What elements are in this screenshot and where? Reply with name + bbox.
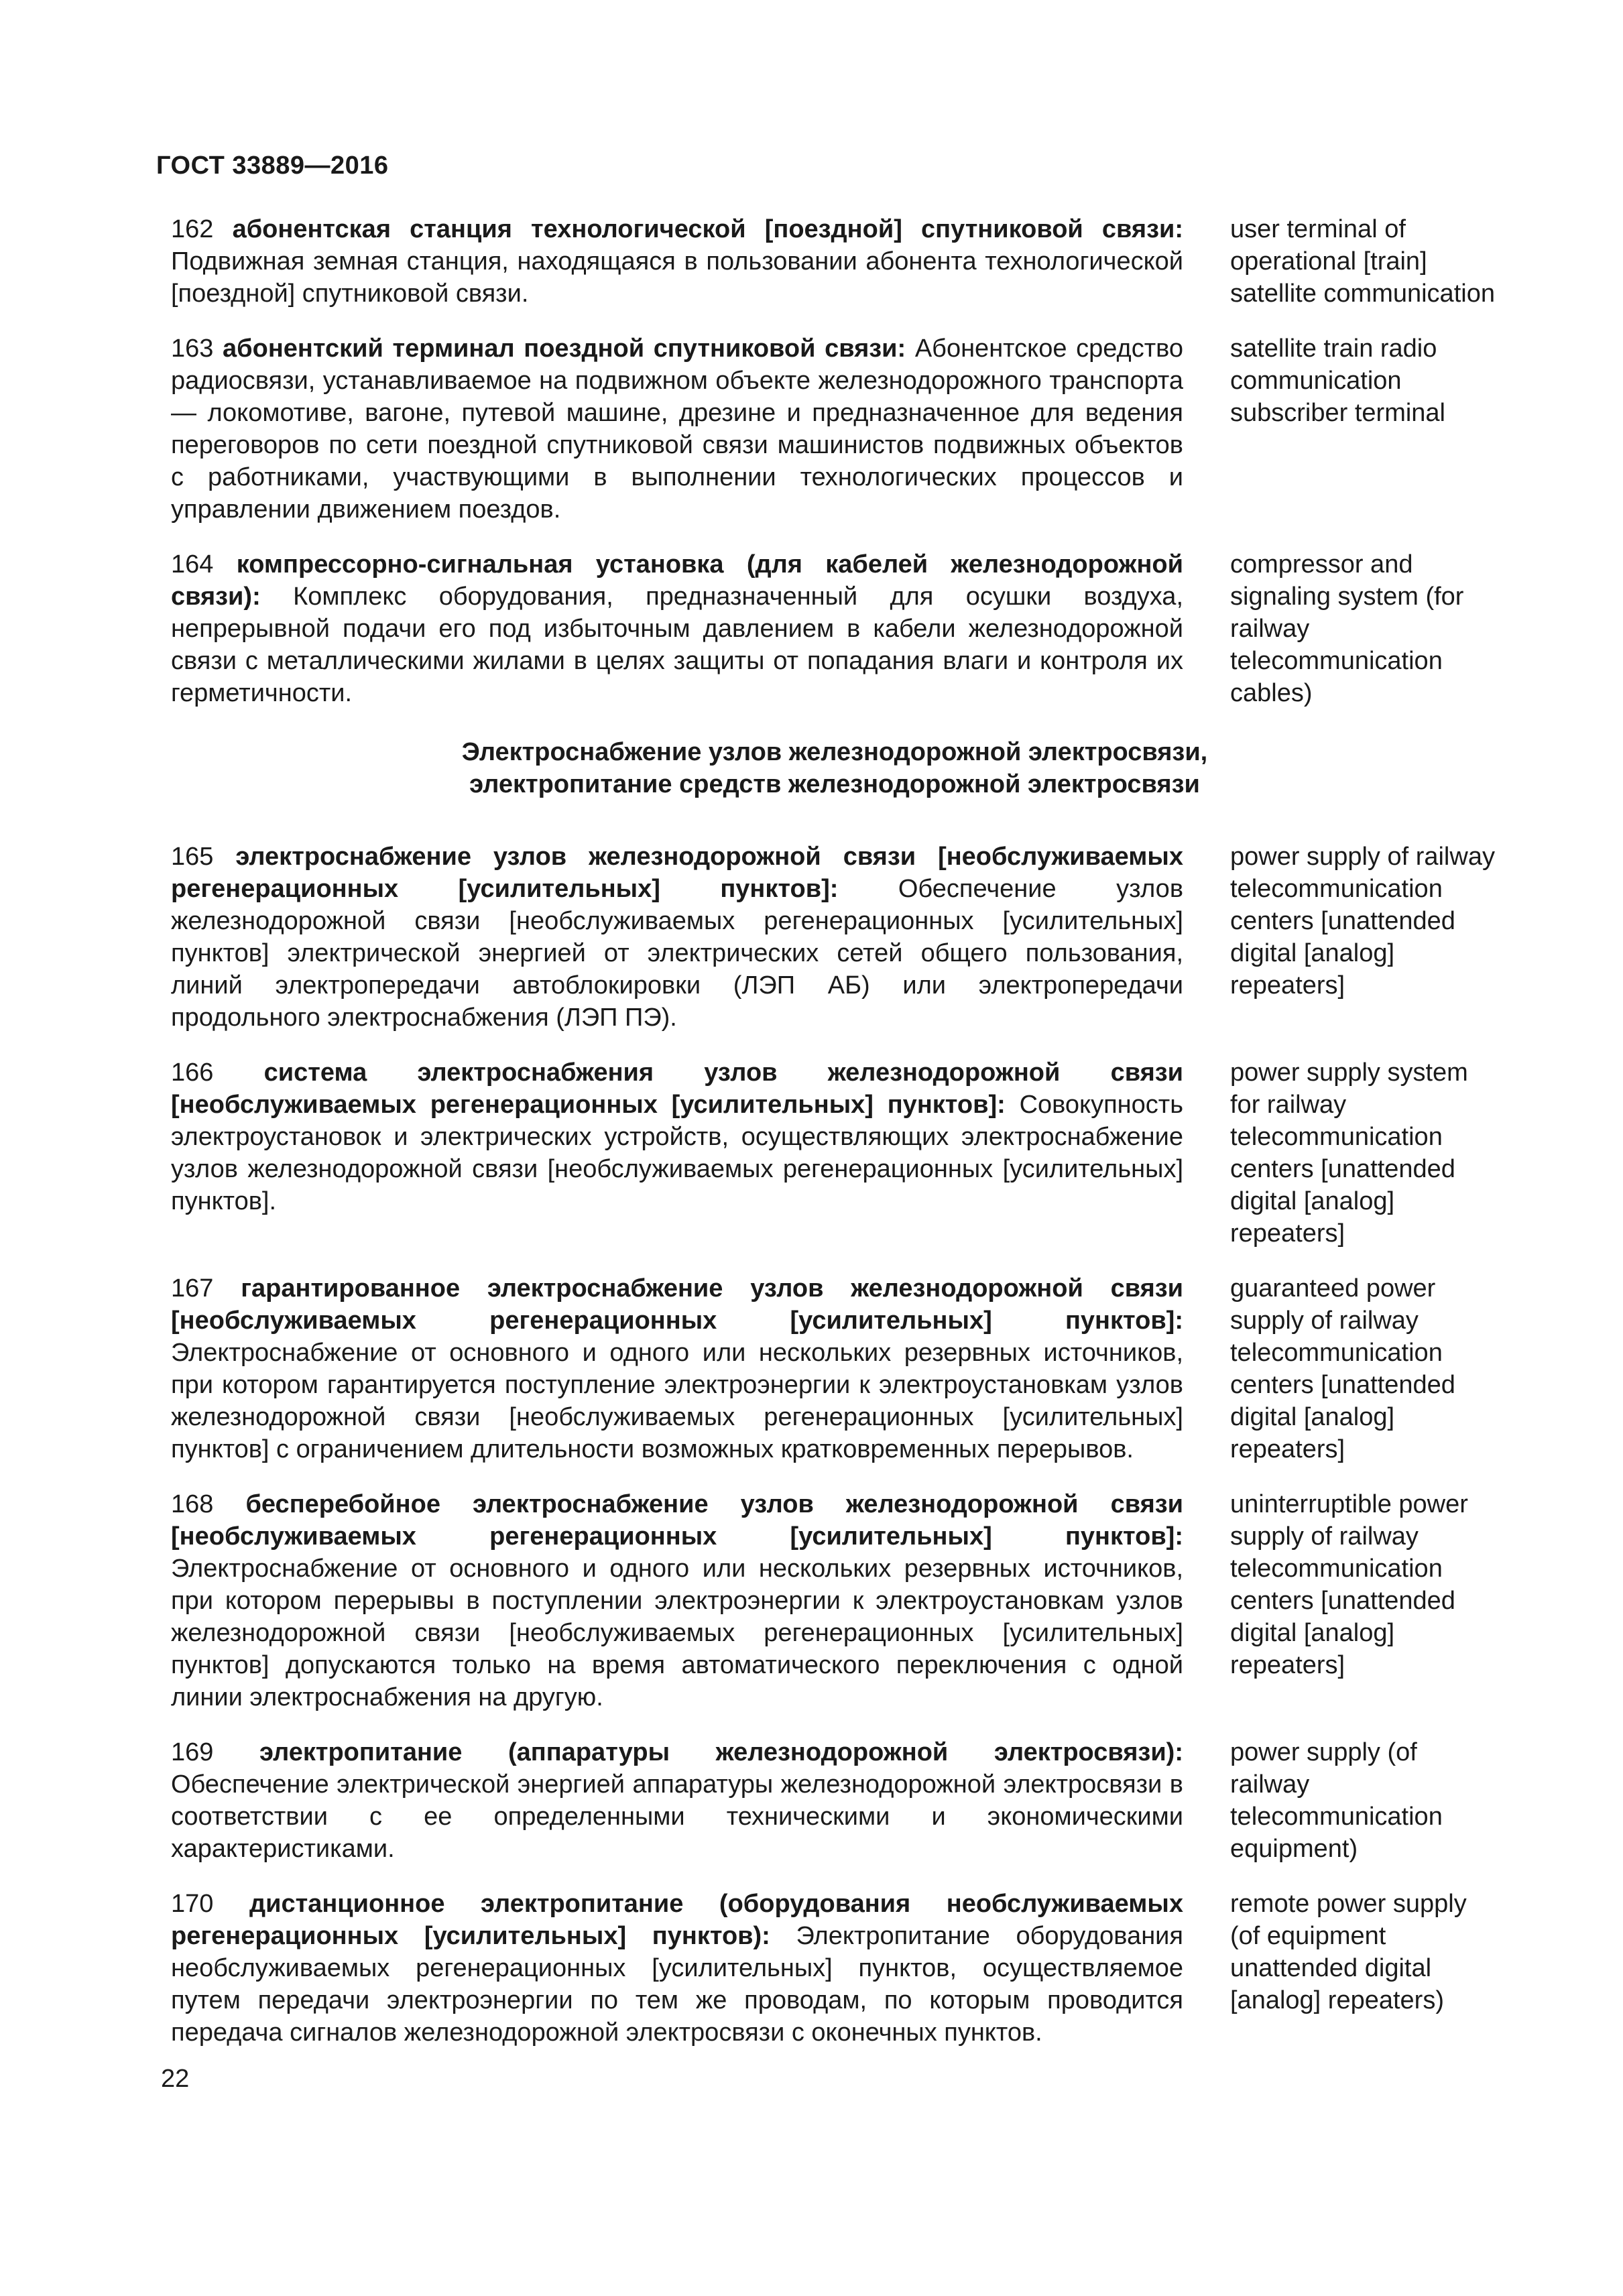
term-entry-167 [171,1272,1498,1465]
term-english: satellite train radio communication subscriber terminal [1230,335,1445,427]
term-definition-ru [171,1272,1183,1465]
section-title [171,736,1498,800]
term-entry-166 [171,1056,1498,1250]
term-definition-ru [171,1888,1183,2049]
term-title: абонентский терминал поездной спутниковой связи: [223,335,906,363]
term-english: power supply system for railway telecommunication centers [unattended digital [analog] repeaters] [1230,1059,1468,1248]
term-definition-ru [171,333,1183,526]
term-entry-170 [171,1888,1498,2049]
term-number: 167 [171,1274,214,1303]
term-definition: Электроснабжение от основного и одного или нескольких резервных источников, при котором перерывы в поступлении электроэнергии к электроустановкам узлов железнодорожной связи [необслуживаемых регенерационных [усилительных] пунктов] допускаются только на время автоматического переключения с одной линии электроснабжения на другую. [171,1555,1183,1711]
term-definition-ru [171,841,1183,1034]
term-english: compressor and signaling system (for railway telecommunication cables) [1230,550,1464,707]
section-title-line-2: электропитание средств железнодорожной электросвязи [469,770,1200,798]
term-definition: Комплекс оборудования, предназначенный для осушки воздуха, непрерывной подачи его под избыточным давлением в кабели железнодорожной связи с металлическими жилами в целях защиты от попадания влаги и контроля их герметичности. [171,583,1183,707]
term-definition: Обеспечение электрической энергией аппаратуры железнодорожной электросвязи в соответствии с ее определенными техническими и экономическими характеристиками. [171,1770,1183,1863]
term-title: гарантированное электроснабжение узлов железнодорожной связи [необслуживаемых регенерационных [усилительных] пунктов]: [171,1274,1184,1335]
term-entry-168 [171,1488,1498,1713]
term-english: uninterruptible power supply of railway telecommunication centers [unattended digital [analog] repeaters] [1230,1490,1468,1679]
term-english: power supply (of railway telecommunication equipment) [1230,1738,1443,1863]
term-english: remote power supply (of equipment unattended digital [analog] repeaters) [1230,1890,1467,2014]
term-definition-ru [171,1488,1183,1713]
standard-header: ГОСТ 33889—2016 [156,152,389,180]
term-entry-163 [171,333,1498,526]
term-definition: Совокупность электроустановок и электрических устройств, осуществляющих электроснабжение узлов железнодорожной связи [необслуживаемых регенерационных [усилительных] пунктов]. [171,1091,1183,1215]
section-title-line-1: Электроснабжение узлов железнодорожной электросвязи, [461,738,1208,766]
term-number: 170 [171,1890,214,1918]
term-number: 162 [171,215,214,243]
term-number: 165 [171,843,214,871]
terms-list [171,213,1498,2071]
page-number: 22 [161,2065,190,2093]
term-entry-164 [171,548,1498,709]
term-definition-ru [171,213,1183,310]
term-title: бесперебойное электроснабжение узлов железнодорожной связи [необслуживаемых регенерационных [усилительных] пунктов]: [171,1490,1183,1551]
term-english: power supply of railway telecommunication centers [unattended digital [analog] repeaters] [1230,843,1495,1000]
term-definition: Обеспечение узлов железнодорожной связи [необслуживаемых регенерационных [усилительных] пунктов] электрической энергией от электрических сетей общего пользования, линий электропередачи автоблокировки (ЛЭП АБ) или электропередачи продольного электроснабжения (ЛЭП ПЭ). [171,875,1184,1032]
term-definition: Электроснабжение от основного и одного или нескольких резервных источников, при котором гарантируется поступление электроэнергии к электроустановкам узлов железнодорожной связи [необслуживаемых регенерационных [усилительных] пунктов] с ограничением длительности возможных кратковременных перерывов. [171,1339,1183,1463]
term-definition-ru [171,1056,1183,1217]
term-title: система электроснабжения узлов железнодорожной связи [необслуживаемых регенерационных [усилительных] пунктов]: [171,1059,1183,1119]
term-number: 169 [171,1738,214,1766]
term-number: 166 [171,1059,214,1087]
term-definition-ru [171,548,1183,709]
term-definition: Абонентское средство радиосвязи, устанавливаемое на подвижном объекте железнодорожного транспорта — локомотиве, вагоне, путевой машине, дрезине и предназначенное для ведения переговоров по сети поездной спутниковой связи машинистов подвижных объектов с работниками, участвующими в выполнении технологических процессов и управлении движением поездов. [171,335,1184,524]
term-english: user terminal of operational [train] satellite communication [1230,215,1495,308]
term-entry-169 [171,1736,1498,1865]
term-entry-165 [171,841,1498,1034]
term-title: компрессорно-сигнальная установка (для кабелей железнодорожной связи): [171,550,1183,611]
term-definition: Подвижная земная станция, находящаяся в пользовании абонента технологической [поездной] спутниковой связи. [171,247,1183,308]
term-english: guaranteed power supply of railway telecommunication centers [unattended digital [analog] repeaters] [1230,1274,1455,1463]
term-title: электроснабжение узлов железнодорожной связи [необслуживаемых регенерационных [усилительных] пунктов]: [171,843,1183,903]
term-title: дистанционное электропитание (оборудования необслуживаемых регенерационных [усилительных] пунктов): [171,1890,1184,1950]
term-definition-ru [171,1736,1183,1865]
term-title: электропитание (аппаратуры железнодорожной электросвязи): [259,1738,1183,1766]
term-number: 168 [171,1490,214,1518]
term-number: 164 [171,550,214,579]
term-number: 163 [171,335,214,363]
term-definition: Электропитание оборудования необслуживаемых регенерационных [усилительных] пунктов, осуществляемое путем передачи электроэнергии по тем же проводам, по которым проводится передача сигналов железнодорожной электросвязи с оконечных пунктов. [171,1922,1183,2047]
term-title: абонентская станция технологической [поездной] спутниковой связи: [232,215,1183,243]
term-entry-162 [171,213,1498,310]
